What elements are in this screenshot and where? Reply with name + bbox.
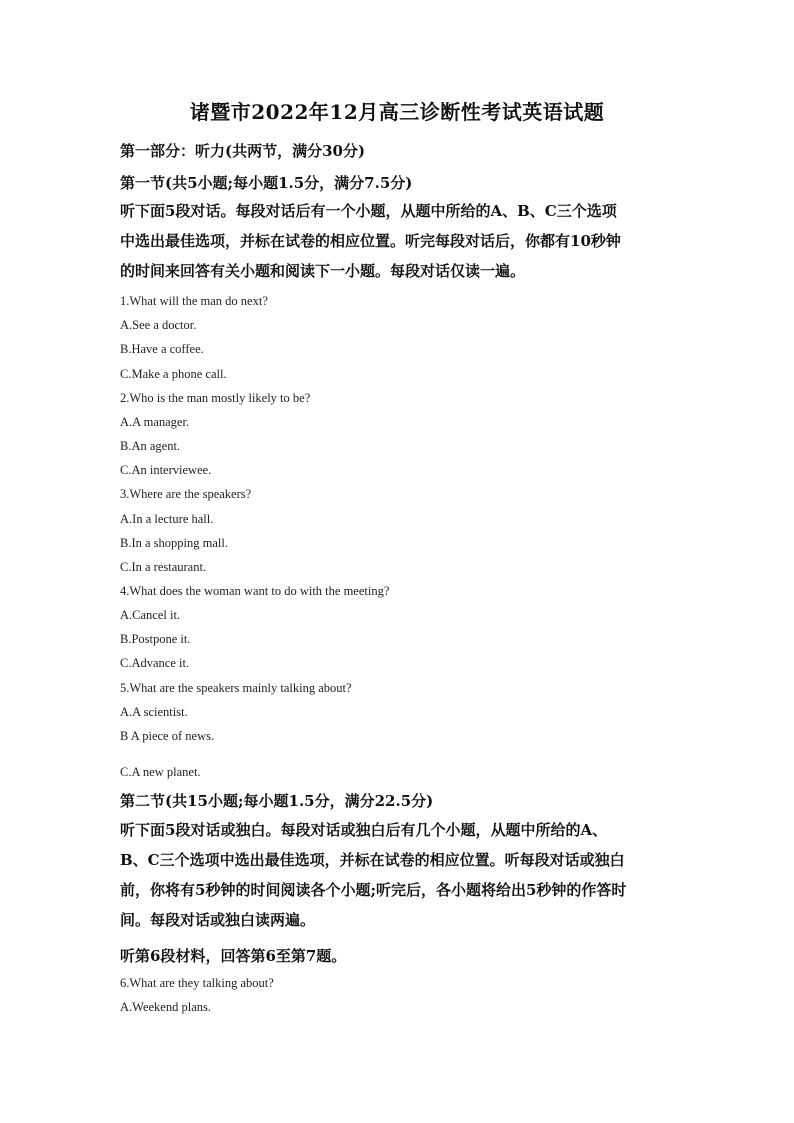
option-2a: A.A manager. [120, 415, 190, 429]
option-5b: B A piece of news. [120, 729, 215, 743]
question-3: 3.Where are the speakers? [120, 487, 252, 501]
section2-instructions [120, 815, 626, 935]
instruction-line: B、C三个选项中选出最佳选项，并标在试卷的相应位置。听每段对话或独白 [120, 851, 625, 869]
option-3a: A.In a lecture hall. [120, 512, 214, 526]
question-5: 5.What are the speakers mainly talking about? [120, 681, 352, 695]
option-1c: C.Make a phone call. [120, 367, 227, 381]
material-heading: 听第6段材料，回答第6至第7题。 [120, 947, 347, 965]
instruction-line: 听下面5段对话。每段对话后有一个小题，从题中所给的A、B、C三个选项 [120, 202, 617, 220]
question-1: 1.What will the man do next? [120, 294, 268, 308]
instruction-line: 中选出最佳选项，并标在试卷的相应位置。听完每段对话后，你都有10秒钟 [120, 232, 621, 250]
option-4b: B.Postpone it. [120, 632, 191, 646]
option-5a: A.A scientist. [120, 705, 188, 719]
option-4a: A.Cancel it. [120, 608, 181, 622]
option-3c: C.In a restaurant. [120, 560, 207, 574]
part-heading: 第一部分：听力(共两节，满分30分) [120, 142, 366, 160]
section1-instructions [120, 196, 621, 286]
option-1a: A.See a doctor. [120, 318, 197, 332]
option-3b: B.In a shopping mall. [120, 536, 228, 550]
instruction-line: 听下面5段对话或独白。每段对话或独白后有几个小题，从题中所给的A、 [120, 821, 608, 839]
question-4: 4.What does the woman want to do with the meeting? [120, 584, 390, 598]
section2-heading: 第二节(共15小题;每小题1.5分，满分22.5分) [120, 792, 434, 810]
option-2b: B.An agent. [120, 439, 181, 453]
option-1b: B.Have a coffee. [120, 342, 204, 356]
option-5c: C.A new planet. [120, 765, 201, 779]
instruction-line: 的时间来回答有关小题和阅读下一小题。每段对话仅读一遍。 [120, 262, 526, 280]
option-2c: C.An interviewee. [120, 463, 212, 477]
instruction-line: 间。每段对话或独白读两遍。 [120, 911, 316, 929]
instruction-line: 前，你将有5秒钟的时间阅读各个小题;听完后，各小题将给出5秒钟的作答时 [120, 881, 627, 899]
option-6a: A.Weekend plans. [120, 1000, 211, 1014]
page-title: 诸暨市2022年12月高三诊断性考试英语试题 [189, 100, 605, 124]
section1-heading: 第一节(共5小题;每小题1.5分，满分7.5分) [120, 174, 413, 192]
question-2: 2.Who is the man mostly likely to be? [120, 391, 311, 405]
option-4c: C.Advance it. [120, 656, 190, 670]
question-6: 6.What are they talking about? [120, 976, 274, 990]
